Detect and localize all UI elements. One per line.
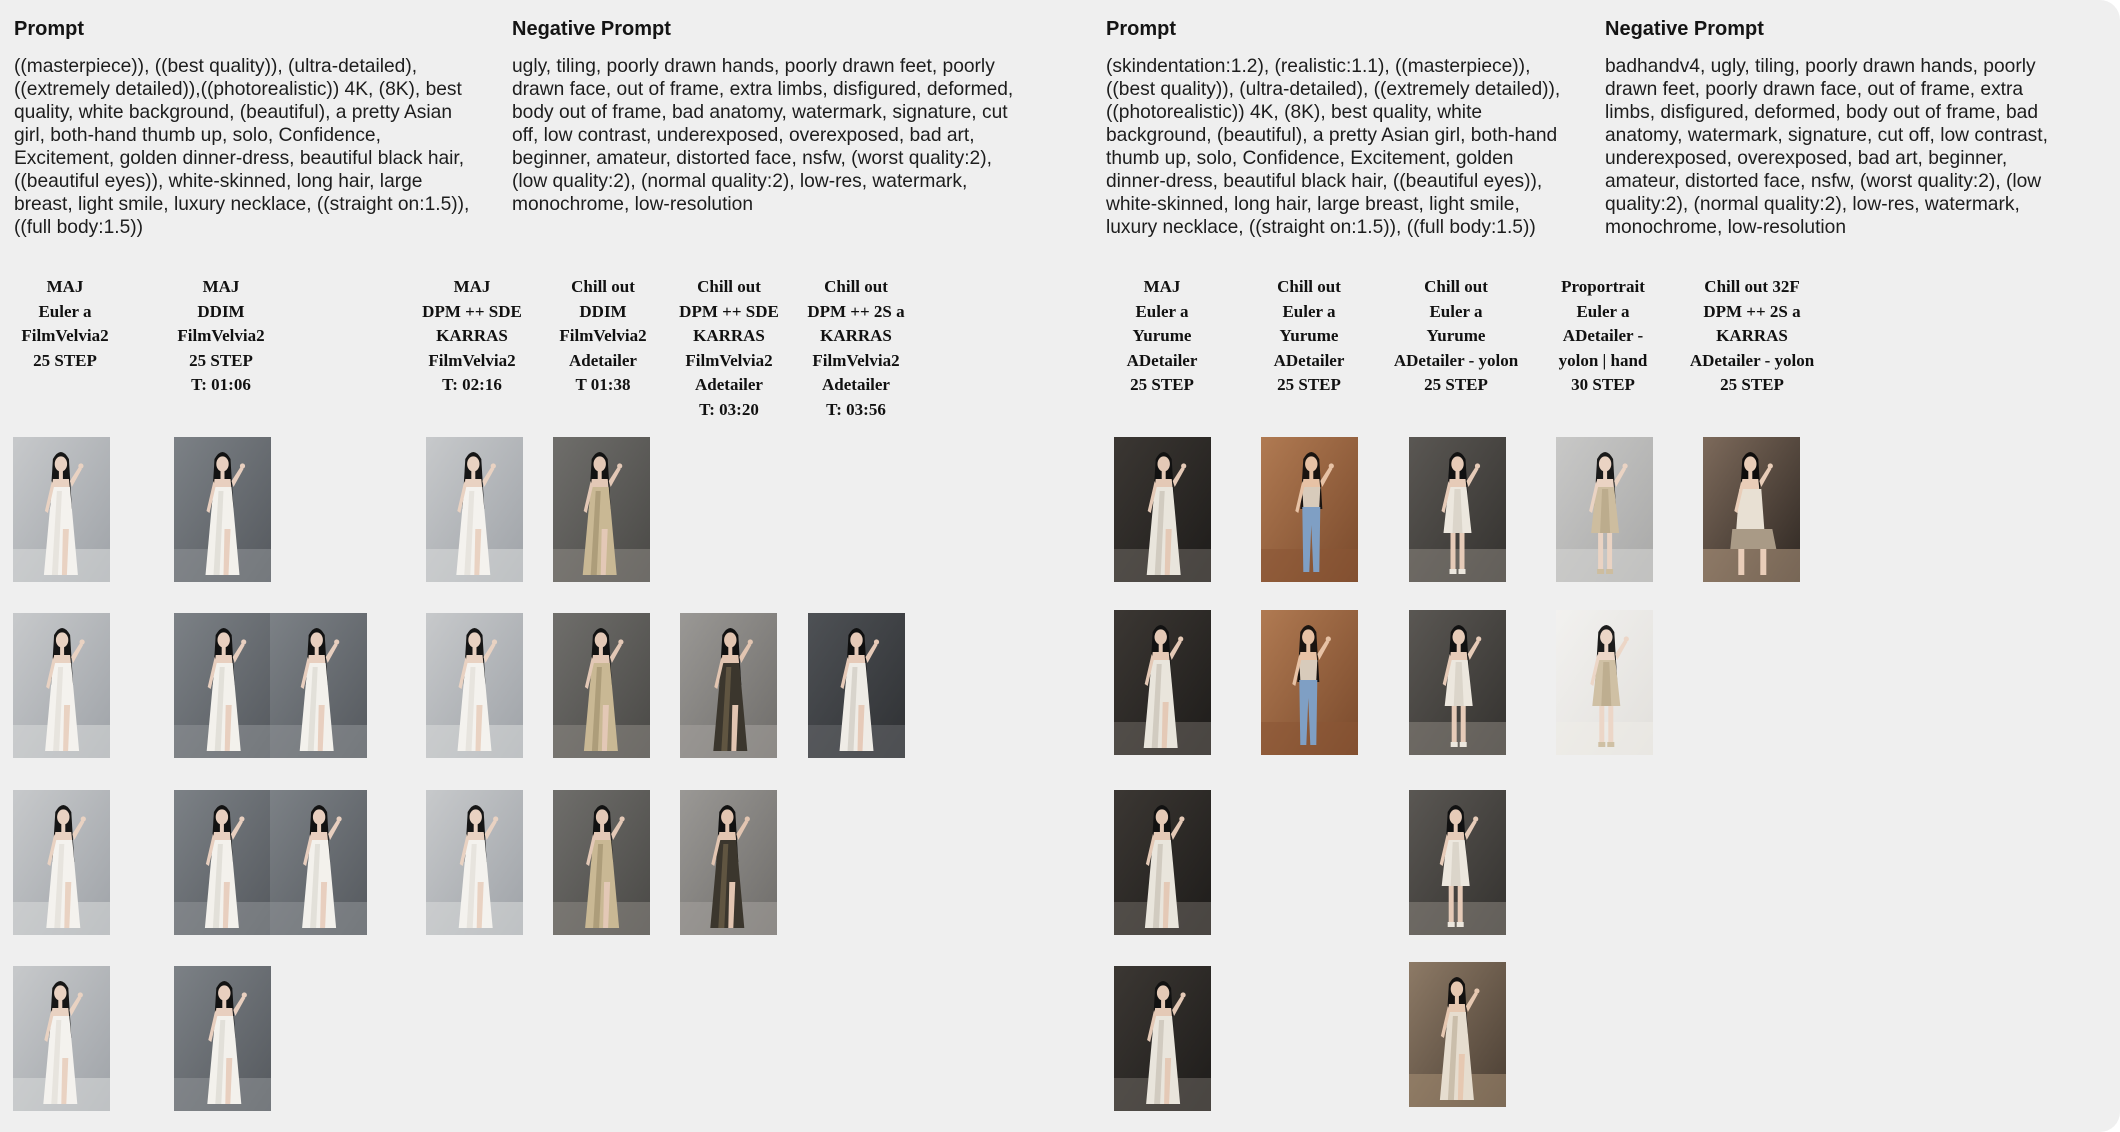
column-label-line: DDIM [197,301,245,321]
generated-image-thumbnail[interactable] [1114,437,1211,582]
generated-image-thumbnail[interactable] [1409,437,1506,582]
portrait-illustration [1409,790,1506,935]
column-label-c7 [1082,275,1242,398]
generated-image-thumbnail[interactable] [174,613,271,758]
column-label-line: KARRAS [820,326,892,346]
portrait-illustration [270,613,367,758]
portrait-illustration [174,790,271,935]
column-label-c8 [1229,275,1389,398]
column-label-c10 [1523,275,1683,398]
column-label-line: Yurume [1279,326,1339,346]
generated-image-thumbnail[interactable] [13,437,110,582]
generated-image-thumbnail[interactable] [174,790,271,935]
generated-image-thumbnail[interactable] [1409,790,1506,935]
right-prompt-block [1106,17,1572,239]
column-label-line: MAJ [453,277,491,296]
column-label-line: Adetailer [695,375,763,395]
generated-image-thumbnail[interactable] [1409,962,1506,1107]
portrait-illustration [1409,437,1506,582]
generated-image-thumbnail[interactable] [426,790,523,935]
generated-image-thumbnail[interactable] [1261,610,1358,755]
column-label-line: T: 01:06 [191,375,251,395]
left-prompt-block [14,17,476,239]
generated-image-thumbnail[interactable] [1114,790,1211,935]
column-label-line: 25 STEP [1720,375,1784,395]
column-label-line: MAJ [202,277,240,296]
generated-image-thumbnail[interactable] [1556,610,1653,755]
generated-image-thumbnail[interactable] [13,966,110,1111]
column-label-line: DPM ++ SDE [679,301,779,321]
column-label-line: Chill out [697,277,761,296]
column-label-line: ADetailer [1273,350,1345,370]
generated-image-thumbnail[interactable] [680,790,777,935]
generated-image-thumbnail[interactable] [174,966,271,1111]
portrait-illustration [426,613,523,758]
generated-image-thumbnail[interactable] [553,613,650,758]
column-label-line: FilmVelvia2 [812,350,900,370]
portrait-illustration [270,790,367,935]
portrait-illustration [1114,437,1211,582]
column-label-line: Chill out [1424,277,1488,296]
portrait-illustration [808,613,905,758]
column-label-line: T: 03:56 [826,399,886,419]
portrait-illustration [680,613,777,758]
portrait-illustration [1261,437,1358,582]
portrait-illustration [1409,610,1506,755]
column-label-line: Euler a [1576,301,1630,321]
generated-image-thumbnail[interactable] [174,437,271,582]
left-negative-prompt-text: ugly, tiling, poorly drawn hands, poorly drawn feet, poorly drawn face, out of frame, extra limbs, disfigured, deformed, body out of frame, bad anatomy, watermark, signature, cut off, low contrast, underexposed, overexposed, bad art, beginner, amateur, distorted face, nsfw, (worst quality:2), (low quality:2), (normal quality:2), low-res, watermark, monochrome, low-resolution [512,56,1014,215]
column-label-line: Adetailer [569,350,637,370]
portrait-illustration [13,790,110,935]
portrait-illustration [553,790,650,935]
column-label-line: KARRAS [436,326,508,346]
column-label-line: FilmVelvia2 [21,326,109,346]
column-label-c2 [141,275,301,398]
portrait-illustration [1114,966,1211,1111]
column-label-line: 25 STEP [1277,375,1341,395]
generated-image-thumbnail[interactable] [1114,610,1211,755]
column-label-line: MAJ [1143,277,1181,296]
generated-image-thumbnail[interactable] [553,790,650,935]
column-label-line: KARRAS [1716,326,1788,346]
column-label-line: 25 STEP [1130,375,1194,395]
generated-image-thumbnail[interactable] [808,613,905,758]
portrait-illustration [1409,962,1506,1107]
generated-image-thumbnail[interactable] [553,437,650,582]
left-prompt-text: ((masterpiece)), ((best quality)), (ultra-detailed), ((extremely detailed)),((photorealistic)) 4K, (8K), best quality, white background, (beautiful), a pretty Asian girl, both-hand thumb up, solo, Confidence, Excitement, golden dinner-dress, beautiful black hair, ((beautiful eyes)), white-skinned, long hair, large breast, light smile, luxury necklace, ((straight on:1.5)), ((full body:1.5)) [14,56,470,238]
portrait-illustration [1114,610,1211,755]
left-negative-prompt-heading: Negative Prompt [512,18,671,40]
column-label-c6 [776,275,936,423]
generated-image-thumbnail[interactable] [680,613,777,758]
column-label-line: T: 03:20 [699,399,759,419]
right-negative-prompt-heading: Negative Prompt [1605,18,1764,40]
generated-image-thumbnail[interactable] [270,613,367,758]
generated-image-thumbnail[interactable] [1409,610,1506,755]
portrait-illustration [553,437,650,582]
generated-image-thumbnail[interactable] [1261,437,1358,582]
column-label-line: Chill out [1277,277,1341,296]
portrait-illustration [174,437,271,582]
column-label-c9 [1376,275,1536,398]
column-label-line: 30 STEP [1571,375,1635,395]
column-label-line: Euler a [38,301,92,321]
column-label-line: DDIM [579,301,627,321]
column-label-line: Euler a [1429,301,1483,321]
column-label-line: T 01:38 [575,375,631,395]
portrait-illustration [1261,610,1358,755]
column-label-line: Proportrait [1561,277,1645,296]
column-label-line: DPM ++ SDE [422,301,522,321]
column-label-line: Adetailer [822,375,890,395]
portrait-illustration [426,790,523,935]
column-label-line: 25 STEP [189,350,253,370]
column-label-line: FilmVelvia2 [685,350,773,370]
column-label-line: FilmVelvia2 [177,326,265,346]
generated-image-thumbnail[interactable] [1703,437,1800,582]
right-prompt-text: (skindentation:1.2), (realistic:1.1), ((masterpiece)), ((best quality)), (ultra-detailed), ((extremely detailed)),((photorealistic)) 4K, (8K), best quality, white background, (beautiful), a pretty Asian girl, both-hand thumb up, solo, Confidence, Excitement, golden dinner-dress, beautiful black hair, ((beautiful eyes)), white-skinned, long hair, large breast, light smile, luxury necklace, ((straight on:1.5)), ((full body:1.5)) [1106,56,1561,238]
generated-image-thumbnail[interactable] [426,437,523,582]
column-label-line: ADetailer - [1562,326,1644,346]
column-label-line: Chill out [571,277,635,296]
portrait-illustration [1556,437,1653,582]
column-label-line: Chill out [824,277,888,296]
column-label-line: Yurume [1426,326,1486,346]
generated-image-thumbnail[interactable] [426,613,523,758]
column-label-line: DPM ++ 2S a [807,301,905,321]
column-label-line: ADetailer - yolon [1689,350,1815,370]
generated-image-thumbnail[interactable] [13,790,110,935]
column-label-line: Euler a [1135,301,1189,321]
column-label-line: 25 STEP [33,350,97,370]
portrait-illustration [13,613,110,758]
portrait-illustration [680,790,777,935]
column-label-line: MAJ [46,277,84,296]
generated-image-thumbnail[interactable] [1556,437,1653,582]
right-prompt-heading: Prompt [1106,18,1176,40]
right-negative-prompt-text: badhandv4, ugly, tiling, poorly drawn hands, poorly drawn feet, poorly drawn face, out of frame, extra limbs, disfigured, deformed, body out of frame, bad anatomy, watermark, signature, cut off, low contrast, underexposed, overexposed, bad art, beginner, amateur, distorted face, nsfw, (worst quality:2), (low quality:2), (normal quality:2), low-res, watermark, monochrome, low-resolution [1605,56,2048,238]
left-negative-prompt-block [512,17,1020,216]
portrait-illustration [174,613,271,758]
column-label-line: ADetailer - yolon [1393,350,1519,370]
column-label-line: DPM ++ 2S a [1703,301,1801,321]
column-label-line: KARRAS [693,326,765,346]
portrait-illustration [13,437,110,582]
column-label-line: 25 STEP [1424,375,1488,395]
portrait-illustration [426,437,523,582]
portrait-illustration [1556,610,1653,755]
portrait-illustration [174,966,271,1111]
column-label-line: Chill out 32F [1704,277,1800,296]
column-label-line: T: 02:16 [442,375,502,395]
column-label-c11 [1672,275,1832,398]
column-label-c1 [0,275,145,373]
right-negative-prompt-block [1605,17,2075,239]
left-prompt-heading: Prompt [14,18,84,40]
generated-image-thumbnail[interactable] [270,790,367,935]
portrait-illustration [1114,790,1211,935]
column-label-line: ADetailer [1126,350,1198,370]
column-label-line: Euler a [1282,301,1336,321]
portrait-illustration [1703,437,1800,582]
column-label-line: Yurume [1132,326,1192,346]
portrait-illustration [13,966,110,1111]
column-label-line: FilmVelvia2 [428,350,516,370]
column-label-line: yolon | hand [1558,350,1648,370]
column-label-line: FilmVelvia2 [559,326,647,346]
portrait-illustration [553,613,650,758]
generated-image-thumbnail[interactable] [1114,966,1211,1111]
generated-image-thumbnail[interactable] [13,613,110,758]
